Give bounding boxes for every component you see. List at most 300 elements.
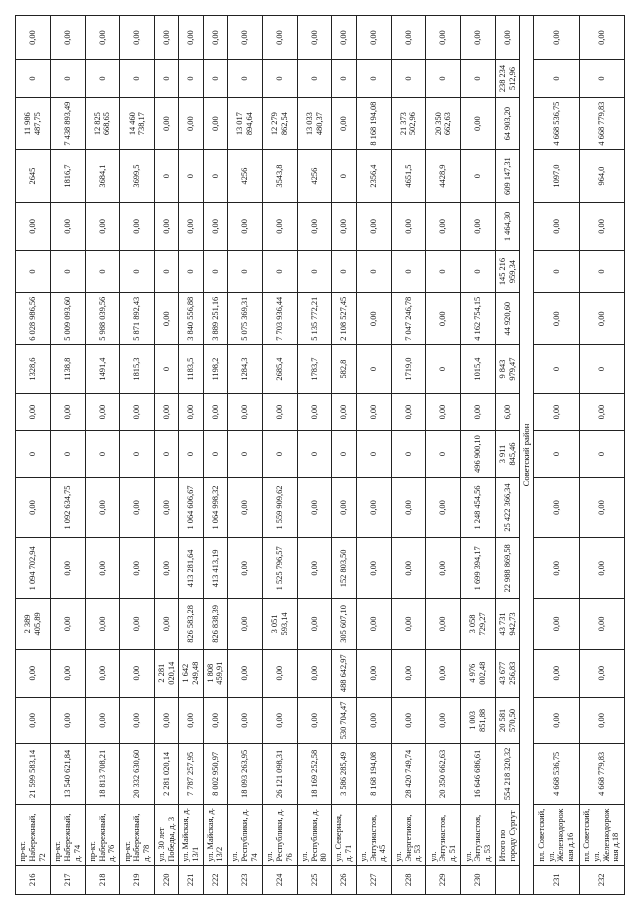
value-cell: 0,00 <box>203 202 227 250</box>
value-cell: 0,00 <box>228 599 263 649</box>
row-number: 226 <box>332 865 356 894</box>
value-cell: 0,00 <box>179 697 203 743</box>
value-cell: 0 <box>579 60 625 98</box>
value-cell: 22 988 869,58 <box>495 538 519 599</box>
value-cell: 0,00 <box>426 649 461 697</box>
value-cell: 5 009 093,60 <box>50 293 85 345</box>
value-cell: 0,00 <box>262 16 297 60</box>
value-cell: 0,00 <box>50 599 85 649</box>
value-cell: 0,00 <box>495 16 519 60</box>
value-cell: 0 <box>579 431 625 477</box>
row-number <box>495 865 519 894</box>
value-cell: 0,00 <box>85 202 120 250</box>
value-cell: 413 413,19 <box>203 538 227 599</box>
value-cell: 0,00 <box>391 202 426 250</box>
table-row <box>203 16 227 895</box>
value-cell: 1 064 998,32 <box>203 477 227 538</box>
value-cell: 0 <box>179 150 203 202</box>
value-cell: 826 838,39 <box>203 599 227 649</box>
value-cell: 0,00 <box>391 697 426 743</box>
value-cell: 0,00 <box>262 202 297 250</box>
value-cell: 0 <box>50 251 85 293</box>
value-cell: 0,00 <box>16 697 51 743</box>
value-cell: 0,00 <box>534 649 579 697</box>
value-cell: 1 464,30 <box>495 202 519 250</box>
value-cell: 20 350 662,63 <box>426 97 461 149</box>
value-cell: 0,00 <box>50 697 85 743</box>
value-cell: 7 703 936,44 <box>262 293 297 345</box>
value-cell: 0,00 <box>461 16 496 60</box>
value-cell: 0,00 <box>534 293 579 345</box>
row-number: 216 <box>16 865 51 894</box>
value-cell: 0,00 <box>426 293 461 345</box>
value-cell: 0 <box>297 60 332 98</box>
value-cell: 0 <box>262 431 297 477</box>
value-cell: 0,00 <box>297 697 332 743</box>
value-cell: 0 <box>391 251 426 293</box>
value-cell: 0 <box>534 251 579 293</box>
value-cell: 1328,6 <box>16 345 51 393</box>
value-cell: 0 <box>155 345 179 393</box>
value-cell: 4 162 754,15 <box>461 293 496 345</box>
value-cell: 0,00 <box>534 477 579 538</box>
value-cell: 3543,8 <box>262 150 297 202</box>
value-cell: 0 <box>228 60 263 98</box>
value-cell: 0,00 <box>155 393 179 431</box>
value-cell: 2645 <box>16 150 51 202</box>
value-cell: 1 642 249,48 <box>179 649 203 697</box>
value-cell: 0,00 <box>120 477 155 538</box>
value-cell: 0,00 <box>50 202 85 250</box>
value-cell: 0 <box>579 251 625 293</box>
value-cell: 0,00 <box>534 16 579 60</box>
value-cell: 0 <box>16 251 51 293</box>
value-cell: 0,00 <box>120 393 155 431</box>
value-cell: 14 460 738,17 <box>120 97 155 149</box>
address-cell: ул. Энергетиков, д. 53 <box>391 804 426 865</box>
value-cell: 0 <box>262 60 297 98</box>
value-cell: 0,00 <box>120 202 155 250</box>
value-cell: 43 731 942,73 <box>495 599 519 649</box>
value-cell: 8 168 194,08 <box>356 97 391 149</box>
value-cell: 0,00 <box>461 393 496 431</box>
value-cell: 0,00 <box>297 16 332 60</box>
value-cell: 0 <box>262 251 297 293</box>
value-cell: 4 668 536,75 <box>534 743 579 804</box>
value-cell: 0 <box>85 60 120 98</box>
value-cell: 0,00 <box>85 599 120 649</box>
table-row <box>461 16 496 895</box>
value-cell: 2 281 020,14 <box>155 743 179 804</box>
row-number: 219 <box>120 865 155 894</box>
row-number: 218 <box>85 865 120 894</box>
value-cell: 0 <box>426 345 461 393</box>
address-cell: пл. Советский, ул. Железнодорожная д.18 <box>579 804 625 865</box>
value-cell: 0,00 <box>262 649 297 697</box>
value-cell: 4 668 536,75 <box>534 97 579 149</box>
value-cell: 0,00 <box>120 697 155 743</box>
value-cell: 413 281,64 <box>179 538 203 599</box>
value-cell: 4 668 779,83 <box>579 97 625 149</box>
table-row <box>120 16 155 895</box>
value-cell: 0,00 <box>579 202 625 250</box>
address-cell: пр-кт. Набережный, 72 <box>16 804 51 865</box>
value-cell: 0,00 <box>579 393 625 431</box>
value-cell: 0,00 <box>356 599 391 649</box>
value-cell: 0,00 <box>391 16 426 60</box>
value-cell: 3 911 845,46 <box>495 431 519 477</box>
value-cell: 0,00 <box>228 16 263 60</box>
address-cell: пр-кт. Набережный, д. 78 <box>120 804 155 865</box>
value-cell: 4256 <box>297 150 332 202</box>
value-cell: 4 976 002,48 <box>461 649 496 697</box>
value-cell: 1 699 394,17 <box>461 538 496 599</box>
value-cell: 554 218 320,32 <box>495 743 519 804</box>
value-cell: 44 920,60 <box>495 293 519 345</box>
value-cell: 0,00 <box>461 202 496 250</box>
value-cell: 0 <box>461 60 496 98</box>
value-cell: 26 121 098,31 <box>262 743 297 804</box>
rotated-page <box>15 15 625 895</box>
value-cell: 0,00 <box>85 697 120 743</box>
value-cell: 7 438 893,49 <box>50 97 85 149</box>
value-cell: 8 168 194,08 <box>356 743 391 804</box>
address-cell: ул. Республики, д. 76 <box>262 804 297 865</box>
value-cell: 0,00 <box>356 477 391 538</box>
value-cell: 7 047 246,78 <box>391 293 426 345</box>
value-cell: 0 <box>203 251 227 293</box>
value-cell: 238 234 512,96 <box>495 60 519 98</box>
value-cell: 0 <box>332 150 356 202</box>
value-cell: 0,00 <box>426 538 461 599</box>
value-cell: 13 540 621,84 <box>50 743 85 804</box>
value-cell: 0 <box>426 251 461 293</box>
value-cell: 0 <box>228 431 263 477</box>
value-cell: 0 <box>203 60 227 98</box>
value-cell: 0,00 <box>203 393 227 431</box>
value-cell: 3 058 729,27 <box>461 599 496 649</box>
value-cell: 0,00 <box>297 538 332 599</box>
table-row <box>495 16 519 895</box>
row-number: 220 <box>155 865 179 894</box>
value-cell: 8 002 950,97 <box>203 743 227 804</box>
value-cell: 0,00 <box>50 16 85 60</box>
address-cell: ул. Энтузиастов, д. 53 <box>461 804 496 865</box>
value-cell: 0,00 <box>534 538 579 599</box>
value-cell: 1 092 634,75 <box>50 477 85 538</box>
row-number: 229 <box>426 865 461 894</box>
row-number: 222 <box>203 865 227 894</box>
value-cell: 0 <box>85 251 120 293</box>
value-cell: 0,00 <box>356 393 391 431</box>
table-row <box>228 16 263 895</box>
table-row <box>297 16 332 895</box>
value-cell: 1284,3 <box>228 345 263 393</box>
value-cell: 1015,4 <box>461 345 496 393</box>
value-cell: 0,00 <box>228 202 263 250</box>
value-cell: 5 871 892,43 <box>120 293 155 345</box>
value-cell: 3699,5 <box>120 150 155 202</box>
value-cell: 11 986 487,75 <box>16 97 51 149</box>
value-cell: 0 <box>155 150 179 202</box>
value-cell: 0,00 <box>203 16 227 60</box>
value-cell: 43 677 256,83 <box>495 649 519 697</box>
value-cell: 0,00 <box>579 538 625 599</box>
value-cell: 0,00 <box>155 477 179 538</box>
row-number: 227 <box>356 865 391 894</box>
value-cell: 1 094 702,94 <box>16 538 51 599</box>
value-cell: 0,00 <box>356 202 391 250</box>
address-cell: ул. Энтузиастов, д. 45 <box>356 804 391 865</box>
value-cell: 0,00 <box>85 649 120 697</box>
value-cell: 0,00 <box>426 477 461 538</box>
value-cell: 0,00 <box>16 202 51 250</box>
value-cell: 1491,4 <box>85 345 120 393</box>
value-cell: 964,0 <box>579 150 625 202</box>
address-cell: ул. Майская, д. 13/2 <box>203 804 227 865</box>
value-cell: 0 <box>179 251 203 293</box>
address-cell: ул. Республики, д. 80 <box>297 804 332 865</box>
value-cell: 0 <box>203 150 227 202</box>
address-cell: ул. Энтузиастов, д. 51 <box>426 804 461 865</box>
value-cell: 0,00 <box>228 393 263 431</box>
value-cell: 0 <box>297 431 332 477</box>
value-cell: 2 108 527,45 <box>332 293 356 345</box>
row-number: 223 <box>228 865 263 894</box>
value-cell: 0 <box>85 431 120 477</box>
value-cell: 20 581 570,50 <box>495 697 519 743</box>
value-cell: 0,00 <box>297 393 332 431</box>
value-cell: 21 599 583,14 <box>16 743 51 804</box>
table-row <box>262 16 297 895</box>
table-row <box>356 16 391 895</box>
value-cell: 7 787 257,95 <box>179 743 203 804</box>
value-cell: 0,00 <box>228 538 263 599</box>
value-cell: 0,00 <box>203 97 227 149</box>
address-cell: ул. Северная, д. 71 <box>332 804 356 865</box>
section-title: Советский район <box>520 16 534 895</box>
value-cell: 0,00 <box>332 16 356 60</box>
value-cell: 1816,7 <box>50 150 85 202</box>
value-cell: 0,00 <box>426 599 461 649</box>
value-cell: 0,00 <box>579 697 625 743</box>
value-cell: 0,00 <box>332 477 356 538</box>
value-cell: 0,00 <box>155 97 179 149</box>
value-cell: 0,00 <box>297 649 332 697</box>
value-cell: 0,00 <box>155 697 179 743</box>
value-cell: 1 525 796,57 <box>262 538 297 599</box>
value-cell: 0,00 <box>155 202 179 250</box>
value-cell: 0,00 <box>461 97 496 149</box>
value-cell: 64 903,20 <box>495 97 519 149</box>
value-cell: 0,00 <box>16 477 51 538</box>
value-cell: 0 <box>155 251 179 293</box>
value-cell: 1 559 909,62 <box>262 477 297 538</box>
value-cell: 1783,7 <box>297 345 332 393</box>
value-cell: 0 <box>461 251 496 293</box>
value-cell: 2 281 020,14 <box>155 649 179 697</box>
value-cell: 1138,8 <box>50 345 85 393</box>
value-cell: 0,00 <box>85 393 120 431</box>
table-row <box>16 16 51 895</box>
value-cell: 5 988 039,56 <box>85 293 120 345</box>
value-cell: 4 668 779,83 <box>579 743 625 804</box>
value-cell: 1097,0 <box>534 150 579 202</box>
value-cell: 2356,4 <box>356 150 391 202</box>
value-cell: 21 373 502,96 <box>391 97 426 149</box>
value-cell: 0,00 <box>579 599 625 649</box>
value-cell: 530 704,47 <box>332 697 356 743</box>
value-cell: 0 <box>579 345 625 393</box>
value-cell: 0 <box>228 251 263 293</box>
value-cell: 0,00 <box>179 202 203 250</box>
row-number: 228 <box>391 865 426 894</box>
value-cell: 0,00 <box>50 538 85 599</box>
table-row <box>579 16 625 895</box>
value-cell: 152 803,50 <box>332 538 356 599</box>
value-cell: 28 420 749,74 <box>391 743 426 804</box>
section-header-row <box>520 16 534 895</box>
value-cell: 0 <box>50 431 85 477</box>
value-cell: 0,00 <box>391 477 426 538</box>
table-row <box>332 16 356 895</box>
value-cell: 0,00 <box>203 697 227 743</box>
value-cell: 5 135 772,21 <box>297 293 332 345</box>
value-cell: 0,00 <box>16 16 51 60</box>
row-number: 225 <box>297 865 332 894</box>
value-cell: 826 583,28 <box>179 599 203 649</box>
table-body <box>16 16 625 895</box>
value-cell: 1 064 606,67 <box>179 477 203 538</box>
value-cell: 0 <box>297 251 332 293</box>
value-cell: 0,00 <box>332 97 356 149</box>
value-cell: 305 607,10 <box>332 599 356 649</box>
value-cell: 0 <box>534 60 579 98</box>
value-cell: 0,00 <box>356 16 391 60</box>
value-cell: 0,00 <box>426 393 461 431</box>
value-cell: 1 003 851,88 <box>461 697 496 743</box>
value-cell: 4256 <box>228 150 263 202</box>
value-cell: 0,00 <box>579 16 625 60</box>
value-cell: 0,00 <box>85 477 120 538</box>
value-cell: 3684,1 <box>85 150 120 202</box>
value-cell: 496 900,10 <box>461 431 496 477</box>
value-cell: 0 <box>16 60 51 98</box>
value-cell: 0,00 <box>534 393 579 431</box>
value-cell: 0,00 <box>297 202 332 250</box>
value-cell: 0,00 <box>534 697 579 743</box>
value-cell: 18 813 708,21 <box>85 743 120 804</box>
value-cell: 0,00 <box>228 697 263 743</box>
address-cell: ул. Майская, д. 13/1 <box>179 804 203 865</box>
row-number: 224 <box>262 865 297 894</box>
value-cell: 1198,2 <box>203 345 227 393</box>
value-cell: 18 093 263,95 <box>228 743 263 804</box>
value-cell: 9 843 979,47 <box>495 345 519 393</box>
value-cell: 0,00 <box>16 393 51 431</box>
value-cell: 0,00 <box>262 697 297 743</box>
value-cell: 0,00 <box>297 599 332 649</box>
value-cell: 0,00 <box>356 293 391 345</box>
value-cell: 0,00 <box>356 649 391 697</box>
value-cell: 145 216 959,34 <box>495 251 519 293</box>
value-cell: 0 <box>50 60 85 98</box>
value-cell: 1815,3 <box>120 345 155 393</box>
value-cell: 0 <box>179 60 203 98</box>
value-cell: 1183,5 <box>179 345 203 393</box>
value-cell: 0,00 <box>391 599 426 649</box>
value-cell: 0,00 <box>228 649 263 697</box>
value-cell: 0 <box>155 431 179 477</box>
row-number: 231 <box>534 865 579 894</box>
value-cell: 0 <box>426 60 461 98</box>
value-cell: 0 <box>391 60 426 98</box>
value-cell: 0 <box>461 150 496 202</box>
value-cell: 0,00 <box>228 477 263 538</box>
value-cell: 0,00 <box>120 538 155 599</box>
value-cell: 0,00 <box>155 16 179 60</box>
value-cell: 488 642,97 <box>332 649 356 697</box>
value-cell: 0,00 <box>179 393 203 431</box>
table-row <box>179 16 203 895</box>
value-cell: 0,00 <box>155 538 179 599</box>
value-cell: 0 <box>16 431 51 477</box>
value-cell: 18 169 252,58 <box>297 743 332 804</box>
table-row <box>426 16 461 895</box>
value-cell: 3 840 556,88 <box>179 293 203 345</box>
address-cell: ул. 30 лет Победы, д. 3 <box>155 804 179 865</box>
row-number: 230 <box>461 865 496 894</box>
value-cell: 0,00 <box>120 599 155 649</box>
value-cell: 6 028 986,56 <box>16 293 51 345</box>
value-cell: 2685,4 <box>262 345 297 393</box>
value-cell: 0,00 <box>332 202 356 250</box>
table-row <box>155 16 179 895</box>
value-cell: 0,00 <box>391 649 426 697</box>
value-cell: 1 808 459,91 <box>203 649 227 697</box>
address-cell: пл. Советский, ул. Железнодорожная д.16 <box>534 804 579 865</box>
value-cell: 1 248 454,56 <box>461 477 496 538</box>
value-cell: 16 646 686,61 <box>461 743 496 804</box>
value-cell: 0,00 <box>426 697 461 743</box>
value-cell: 0 <box>155 60 179 98</box>
address-cell: пр-кт. Набережный, д. 74 <box>50 804 85 865</box>
value-cell: 0 <box>332 431 356 477</box>
value-cell: 0,00 <box>16 649 51 697</box>
value-cell: 0,00 <box>534 599 579 649</box>
value-cell: 0 <box>120 431 155 477</box>
value-cell: 0,00 <box>332 393 356 431</box>
value-cell: 0,00 <box>356 697 391 743</box>
value-cell: 20 350 662,63 <box>426 743 461 804</box>
address-cell: Итого по городу Сургут <box>495 804 519 865</box>
address-cell: пр-кт. Набережный, д. 76 <box>85 804 120 865</box>
value-cell: 12 825 668,65 <box>85 97 120 149</box>
value-cell: 0 <box>120 251 155 293</box>
value-cell: 0 <box>356 345 391 393</box>
value-cell: 0 <box>534 345 579 393</box>
value-cell: 0,00 <box>579 649 625 697</box>
value-cell: 0,00 <box>50 393 85 431</box>
value-cell: 3 051 593,14 <box>262 599 297 649</box>
value-cell: 0,00 <box>179 16 203 60</box>
value-cell: 3 889 251,16 <box>203 293 227 345</box>
value-cell: 5 075 369,31 <box>228 293 263 345</box>
value-cell: 0,00 <box>534 202 579 250</box>
value-cell: 0,00 <box>426 16 461 60</box>
value-cell: 0 <box>332 60 356 98</box>
table-row <box>50 16 85 895</box>
